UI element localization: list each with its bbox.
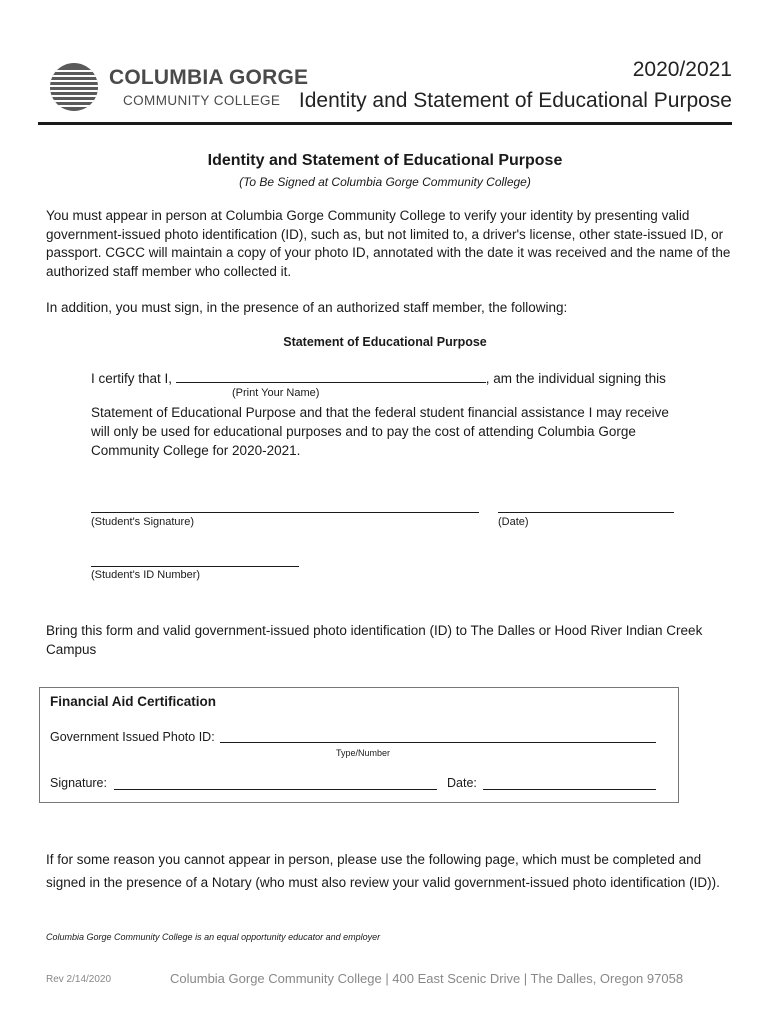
logo-college-name: COLUMBIA GORGE bbox=[109, 66, 309, 89]
header-title: Identity and Statement of Educational Purpose bbox=[298, 89, 732, 112]
date-line[interactable] bbox=[498, 512, 674, 513]
header-rule bbox=[38, 122, 732, 125]
student-id-label: (Student's ID Number) bbox=[91, 569, 201, 581]
in-addition-text: In addition, you must sign, in the presence of an authorized staff member, the following: bbox=[46, 300, 568, 315]
fa-signature-label: Signature: bbox=[50, 776, 107, 790]
print-name-field[interactable] bbox=[176, 368, 486, 383]
student-id-line[interactable] bbox=[91, 566, 299, 567]
fa-date-label: Date: bbox=[447, 776, 477, 790]
photo-id-label: Government Issued Photo ID: bbox=[50, 730, 215, 744]
print-name-label: (Print Your Name) bbox=[232, 387, 320, 399]
document-title: Identity and Statement of Educational Purpose bbox=[207, 152, 563, 169]
document-subtitle: (To Be Signed at Columbia Gorge Community College) bbox=[239, 175, 531, 189]
bring-form-text: Bring this form and valid government-issued photo identification (ID) to The Dalles or Hood River Indian Creek Campus bbox=[46, 623, 703, 657]
equal-opportunity-note: Columbia Gorge Community College is an equal opportunity educator and employer bbox=[46, 932, 381, 942]
header-year: 2020/2021 bbox=[632, 58, 732, 81]
footer-address: Columbia Gorge Community College | 400 East Scenic Drive | The Dalles, Oregon 97058 bbox=[170, 971, 684, 986]
type-number-label: Type/Number bbox=[336, 748, 391, 758]
certify-line bbox=[91, 368, 666, 388]
financial-aid-title: Financial Aid Certification bbox=[50, 694, 217, 709]
fa-date-line[interactable] bbox=[483, 789, 656, 790]
date-label: (Date) bbox=[498, 516, 529, 528]
fa-signature-line[interactable] bbox=[114, 789, 437, 790]
photo-id-line[interactable] bbox=[220, 742, 656, 743]
intro-paragraph: You must appear in person at Columbia Gorge Community College to verify your identity by presenting valid government-issued photo identification (ID), such as, but not limited to, a driver's license, other state-issued ID, or passport. CGCC will maintain a copy of your photo ID, annotated with the date it was received and the name of the authorized staff member who collected it. bbox=[46, 208, 731, 279]
student-signature-line[interactable] bbox=[91, 512, 479, 513]
notary-text: If for some reason you cannot appear in person, please use the following page, which must be completed and signed in the presence of a Notary (who must also review your valid government-issued photo identification (ID)). bbox=[46, 852, 720, 890]
certify-prefix: I certify that I, bbox=[91, 371, 176, 386]
logo-college-sub: COMMUNITY COLLEGE bbox=[123, 93, 281, 108]
revision-date: Rev 2/14/2020 bbox=[46, 974, 112, 985]
statement-title: Statement of Educational Purpose bbox=[283, 335, 487, 349]
certify-suffix: , am the individual signing this bbox=[485, 371, 666, 386]
certify-rest: Statement of Educational Purpose and that the federal student financial assistance I may receive will only be used for educational purposes and to pay the cost of attending Columbia Gorge Community College for 2020-2021. bbox=[91, 405, 669, 458]
student-signature-label: (Student's Signature) bbox=[91, 516, 194, 528]
